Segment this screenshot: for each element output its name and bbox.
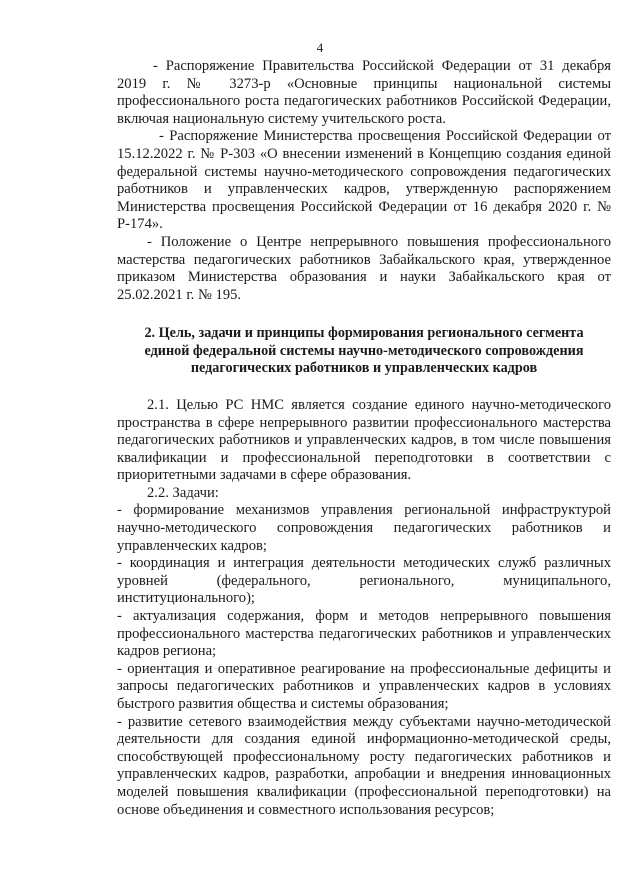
task-item: - координация и интеграция деятельности методических служб различных уровней (федерального, регионального, муниципального, институционального); (117, 555, 611, 607)
task-item: - ориентация и оперативное реагирование на профессиональные дефициты и запросы педагогических работников и управленческих кадров в условиях быстрого развития общества и системы образования; (117, 660, 611, 713)
task-item: - актуализация содержания, форм и методов непрерывного повышения профессионального мастерства педагогических работников и управленческих кадров региона; (117, 608, 611, 660)
section-heading: 2. Цель, задачи и принципы формирования регионального сегмента единой федеральной системы научно-методического сопровождения педагогических работников и управленческих кадров (144, 325, 584, 376)
document-body (117, 58, 611, 819)
task-item: - развитие сетевого взаимодействия между субъектами научно-методической деятельности для создания единой информационно-методической среды, способствующей профессиональному росту педагогических работников и управленческих кадров, разработки, апробации и внедрения инновационных моделей повышения квалификации (профессиональной переподготовки) на основе объединения и совместного использования ресурсов; (117, 713, 611, 818)
paragraph-government-order: - Распоряжение Правительства Российской Федерации от 31 декабря 2019 г. № 3273-р «Основные принципы национальной системы профессионального роста педагогических работников Российской Федерации, включая национальную систему учительского роста. (117, 58, 611, 127)
paragraph-goal: 2.1. Целью РС НМС является создание единого научно-методического пространства в сфере непрерывного развитии профессионального мастерства педагогических работников и управленческих кадров, в том числе повышения квалификации и профессиональной переподготовки в соответствии с приоритетными задачами в сфере образования. (117, 396, 611, 484)
page-number: 4 (316, 40, 324, 55)
task-item: - формирование механизмов управления региональной инфраструктурой научно-методического сопровождения педагогических работников и управленческих кадров; (117, 502, 611, 554)
paragraph-center-regulation: - Положение о Центре непрерывного повышения профессионального мастерства педагогических работников Забайкальского края, утвержденное приказом Министерства образования и науки Забайкальского края от 25.02.2021 г. № 195. (117, 233, 611, 303)
paragraph-tasks-title: 2.2. Задачи: (147, 484, 219, 501)
paragraph-ministry-order: - Распоряжение Министерства просвещения Российской Федерации от 15.12.2022 г. № Р-303 «О внесении изменений в Концепцию создания единой федеральной системы научно-методического сопровождения педагогических работников и управленческих кадров, утвержденную распоряжением Министерства просвещения Российской Федерации от 16 декабря 2020 г. № Р-174». (117, 128, 611, 233)
